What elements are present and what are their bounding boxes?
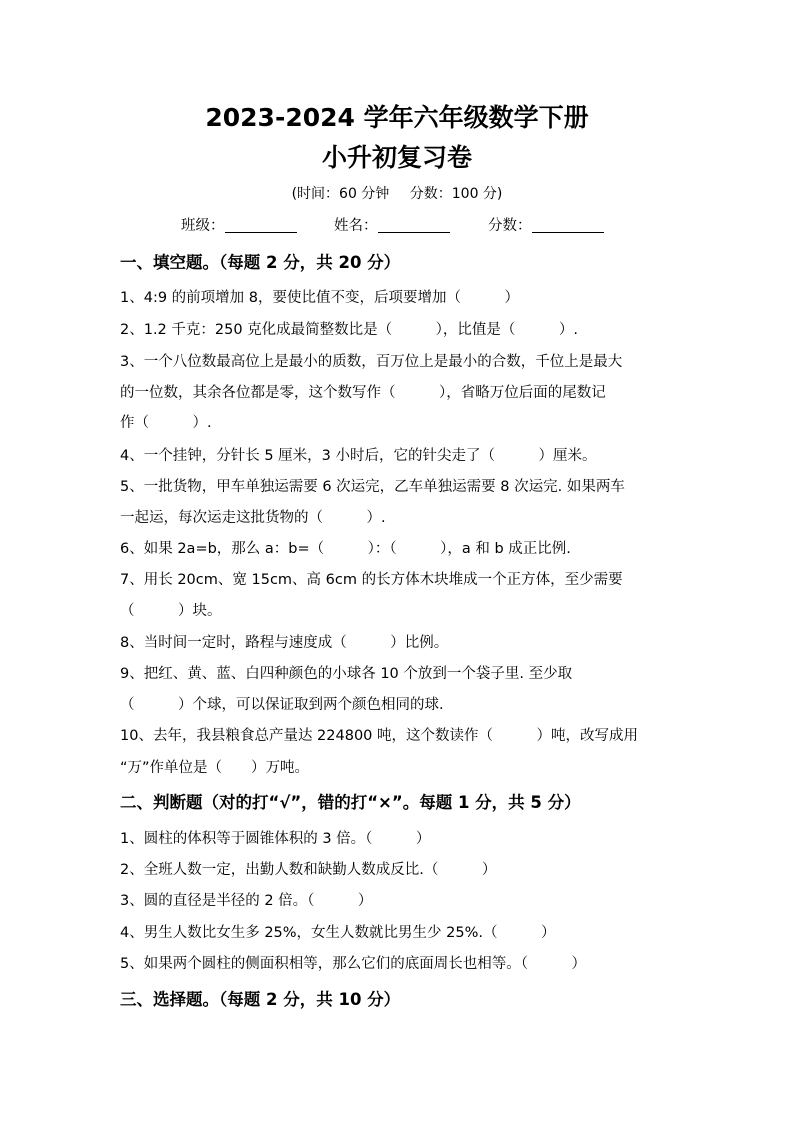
question-line: 9、把红、黄、蓝、白四种颜色的小球各 10 个放到一个袋子里. 至少取	[120, 666, 573, 682]
question-line: “万”作单位是（ ）万吨。	[120, 760, 310, 776]
question-line: （ ）个球，可以保证取到两个颜色相同的球.	[120, 697, 444, 713]
question-line: 6、如果 2a=b，那么 a：b=（ ）：（ ），a 和 b 成正比例.	[120, 541, 571, 557]
question-line: 作（ ）.	[120, 415, 212, 431]
question-line: 1、圆柱的体积等于圆锥体积的 3 倍。（ ）	[120, 831, 431, 847]
section-heading-true-false: 二、判断题（对的打“√”，错的打“×”。每题 1 分，共 5 分）	[120, 793, 581, 812]
score-blank[interactable]	[532, 216, 604, 233]
question-line: 10、去年，我县粮食总产量达 224800 吨，这个数读作（ ）吨，改写成用	[120, 728, 639, 744]
class-label: 班级：	[181, 218, 225, 234]
section-heading-multiple-choice: 三、选择题。（每题 2 分，共 10 分）	[120, 990, 401, 1009]
class-field	[181, 214, 297, 238]
question-line: 5、如果两个圆柱的侧面积相等，那么它们的底面周长也相等。（ ）	[120, 956, 586, 972]
question-line: 3、一个八位数最高位上是最小的质数，百万位上是最小的合数，千位上是最大	[120, 354, 623, 370]
question-line: 5、一批货物，甲车单独运需要 6 次运完，乙车单独运需要 8 次运完. 如果两车	[120, 479, 625, 495]
question-line: 3、圆的直径是半径的 2 倍。（ ）	[120, 893, 373, 909]
class-blank[interactable]	[225, 216, 297, 233]
question-line: 1、4:9 的前项增加 8，要使比值不变，后项要增加（ ）	[120, 290, 520, 306]
section-heading-fill-blank: 一、填空题。（每题 2 分，共 20 分）	[120, 253, 401, 272]
question-line: （ ）块。	[120, 603, 222, 619]
total-score: 分数：100 分)	[409, 186, 503, 202]
name-label: 姓名：	[334, 218, 378, 234]
score-field	[488, 214, 604, 238]
score-label: 分数：	[488, 218, 532, 234]
question-line: 一起运，每次运走这批货物的（ ）.	[120, 510, 386, 526]
name-field	[334, 214, 450, 238]
question-line: 8、当时间一定时，路程与速度成（ ）比例。	[120, 635, 449, 651]
name-blank[interactable]	[378, 216, 450, 233]
question-line: 7、用长 20cm、宽 15cm、高 6cm 的长方体木块堆成一个正方体，至少需要	[120, 572, 623, 588]
question-line: 4、一个挂钟，分针长 5 厘米，3 小时后，它的针尖走了（ ）厘米。	[120, 448, 597, 464]
exam-title: 2023-2024 学年六年级数学下册	[205, 103, 589, 132]
question-line: 4、男生人数比女生多 25%，女生人数就比男生少 25%.（ ）	[120, 925, 556, 941]
question-line: 的一位数，其余各位都是零，这个数写作（ ），省略万位后面的尾数记	[120, 385, 606, 401]
question-line: 2、全班人数一定，出勤人数和缺勤人数成反比.（ ）	[120, 862, 497, 878]
exam-meta	[0, 184, 794, 204]
time-limit: (时间：60 分钟	[291, 186, 390, 202]
exam-subtitle: 小升初复习卷	[321, 143, 472, 172]
question-line: 2、1.2 千克：250 克化成最简整数比是（ ），比值是（ ）.	[120, 322, 579, 338]
